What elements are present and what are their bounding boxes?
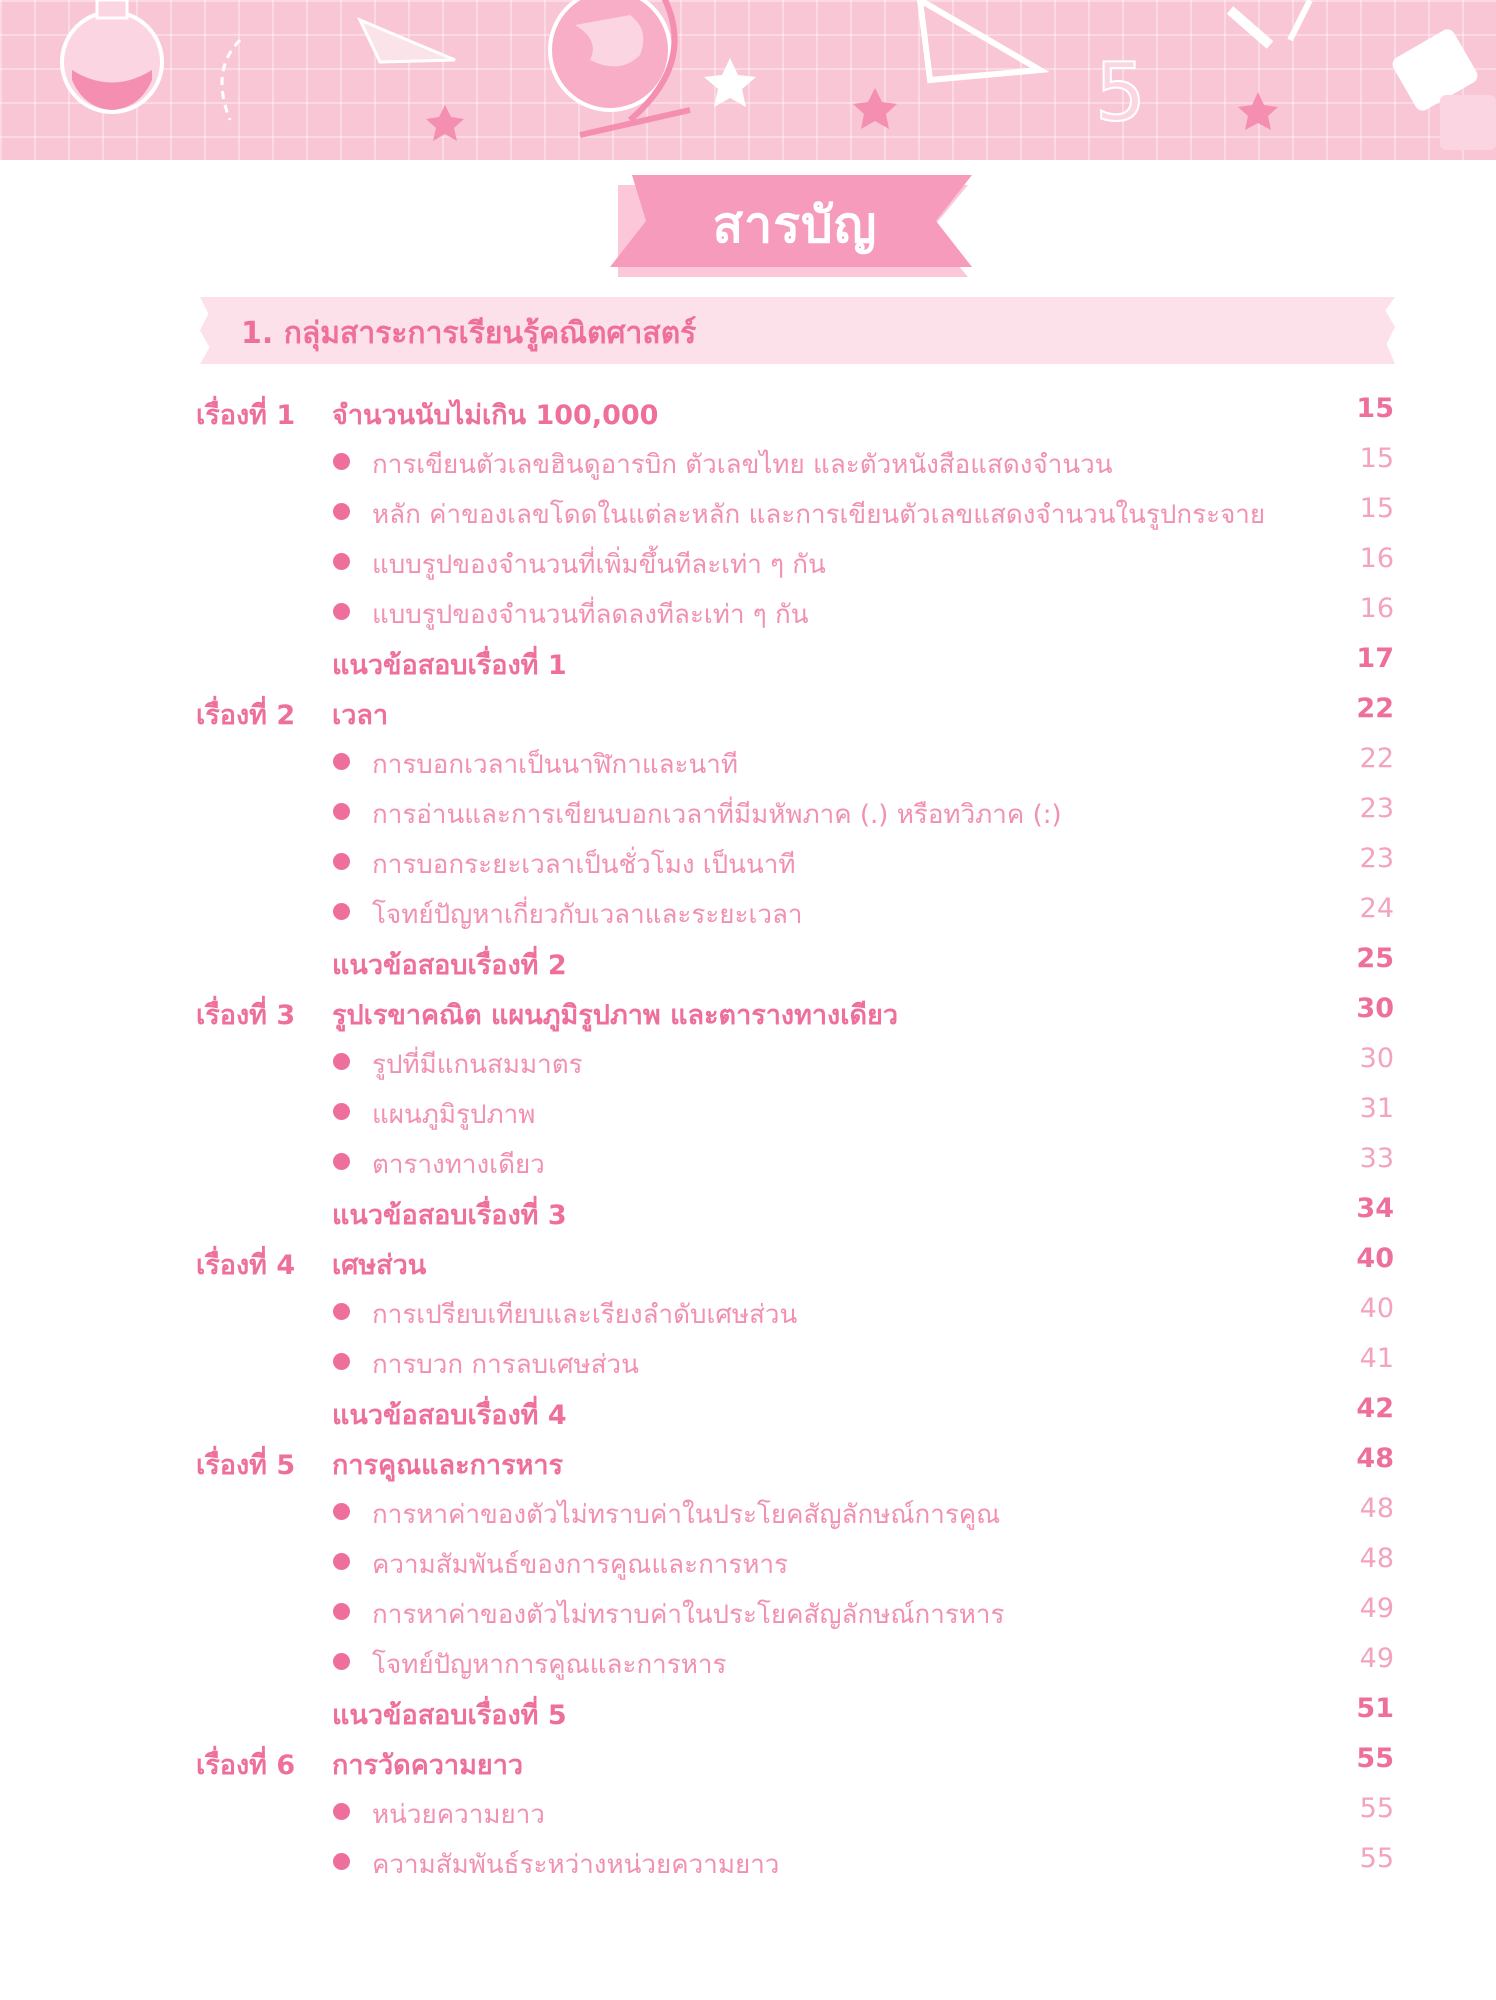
toc-item-row [0,1785,1496,1835]
item-title: การเขียนตัวเลขฮินดูอารบิก ตัวเลขไทย และตัวหนังสือแสดงจำนวน [372,450,1113,480]
toc-item-row [0,1135,1496,1185]
item-title: ความสัมพันธ์ของการคูณและการหาร [372,1550,789,1580]
page-number: 51 [1356,1693,1394,1724]
page-number: 55 [1356,1743,1394,1774]
page-number: 16 [1359,593,1394,624]
toc-item-row [0,1535,1496,1585]
bullet-icon [333,853,350,870]
bullet-icon [333,1503,350,1520]
toc-item-row [0,585,1496,635]
toc-exam-row [0,935,1496,985]
page-number: 23 [1359,793,1394,824]
chapter-label: เรื่องที่ 6 [196,1750,296,1781]
bullet-icon [333,1553,350,1570]
exam-title: แนวข้อสอบเรื่องที่ 3 [332,1200,567,1231]
toc-item-row [0,885,1496,935]
toc-item-row [0,1285,1496,1335]
chapter-label: เรื่องที่ 5 [196,1450,296,1481]
bullet-icon [333,1803,350,1820]
bullet-icon [333,1653,350,1670]
item-title: การบอกระยะเวลาเป็นชั่วโมง เป็นนาที [372,850,796,880]
item-title: โจทย์ปัญหาเกี่ยวกับเวลาและระยะเวลา [372,900,803,930]
item-title: รูปที่มีแกนสมมาตร [372,1050,583,1080]
page-number: 49 [1359,1593,1394,1624]
toc-chapter-row [0,985,1496,1035]
page-number: 15 [1356,393,1394,424]
chapter-label: เรื่องที่ 1 [196,400,296,431]
bullet-icon [333,1053,350,1070]
item-title: การบวก การลบเศษส่วน [372,1350,639,1380]
toc-item-row [0,1485,1496,1535]
item-title: การอ่านและการเขียนบอกเวลาที่มีมหัพภาค (.) หรือทวิภาค (:) [372,800,1062,830]
toc-exam-row [0,1685,1496,1735]
toc-item-row [0,435,1496,485]
toc-exam-row [0,1385,1496,1435]
number-five-decoration: 5 [1095,46,1146,139]
page-number: 17 [1356,643,1394,674]
item-title: แผนภูมิรูปภาพ [372,1100,536,1130]
bullet-icon [333,1103,350,1120]
page-number: 24 [1359,893,1394,924]
item-title: การบอกเวลาเป็นนาฬิกาและนาที [372,750,739,780]
toc-chapter-row [0,1435,1496,1485]
page-number: 48 [1359,1493,1394,1524]
page-number: 30 [1356,993,1394,1024]
page-number: 49 [1359,1643,1394,1674]
page-number: 25 [1356,943,1394,974]
toc-item-row [0,535,1496,585]
page-number: 30 [1359,1043,1394,1074]
chapter-title: การคูณและการหาร [332,1450,564,1481]
page-title: สารบัญ [712,196,878,254]
page-number: 15 [1359,493,1394,524]
page-number: 40 [1359,1293,1394,1324]
chapter-title: จำนวนนับไม่เกิน 100,000 [332,400,659,431]
page-number: 55 [1359,1843,1394,1874]
page-number: 22 [1359,743,1394,774]
bullet-icon [333,503,350,520]
page-number: 42 [1356,1393,1394,1424]
chapter-label: เรื่องที่ 2 [196,700,296,731]
item-title: แบบรูปของจำนวนที่ลดลงทีละเท่า ๆ กัน [372,600,809,630]
bullet-icon [333,1603,350,1620]
page-number: 48 [1359,1543,1394,1574]
toc-item-row [0,1085,1496,1135]
page-number: 15 [1359,443,1394,474]
page-number: 48 [1356,1443,1394,1474]
toc-item-row [0,1835,1496,1885]
bullet-icon [333,753,350,770]
toc-item-row [0,785,1496,835]
chapter-title: เศษส่วน [332,1250,427,1281]
bullet-icon [333,803,350,820]
item-title: การเปรียบเทียบและเรียงลำดับเศษส่วน [372,1300,798,1330]
page-number: 31 [1359,1093,1394,1124]
toc-exam-row [0,635,1496,685]
exam-title: แนวข้อสอบเรื่องที่ 4 [332,1400,567,1431]
toc-item-row [0,485,1496,535]
bullet-icon [333,1353,350,1370]
bullet-icon [333,553,350,570]
bullet-icon [333,903,350,920]
page-number: 22 [1356,693,1394,724]
bullet-icon [333,1853,350,1870]
toc-chapter-row [0,685,1496,735]
item-title: แบบรูปของจำนวนที่เพิ่มขึ้นทีละเท่า ๆ กัน [372,550,826,580]
chapter-title: เวลา [332,700,389,731]
page-number: 34 [1356,1193,1394,1224]
item-title: หลัก ค่าของเลขโดดในแต่ละหลัก และการเขียนตัวเลขแสดงจำนวนในรูปกระจาย [372,500,1266,530]
toc-chapter-row [0,1735,1496,1785]
bullet-icon [333,1303,350,1320]
page-number: 41 [1359,1343,1394,1374]
item-title: การหาค่าของตัวไม่ทราบค่าในประโยคสัญลักษณ์การหาร [372,1600,1005,1630]
item-title: ความสัมพันธ์ระหว่างหน่วยความยาว [372,1850,780,1880]
toc-chapter-row [0,1235,1496,1285]
toc-exam-row [0,1185,1496,1235]
chapter-title: การวัดความยาว [332,1750,524,1781]
item-title: โจทย์ปัญหาการคูณและการหาร [372,1650,727,1680]
page-number: 40 [1356,1243,1394,1274]
section-title: 1. กลุ่มสาระการเรียนรู้คณิตศาสตร์ [241,316,697,351]
item-title: หน่วยความยาว [372,1800,545,1830]
toc-item-row [0,1585,1496,1635]
toc-chapter-row [0,385,1496,435]
page-number: 33 [1359,1143,1394,1174]
exam-title: แนวข้อสอบเรื่องที่ 1 [332,650,567,681]
bullet-icon [333,1153,350,1170]
toc-item-row [0,1035,1496,1085]
page-number: 23 [1359,843,1394,874]
page-number: 55 [1359,1793,1394,1824]
exam-title: แนวข้อสอบเรื่องที่ 5 [332,1700,567,1731]
page-number: 16 [1359,543,1394,574]
exam-title: แนวข้อสอบเรื่องที่ 2 [332,950,567,981]
toc-item-row [0,735,1496,785]
chapter-label: เรื่องที่ 4 [196,1250,296,1281]
bullet-icon [333,603,350,620]
item-title: การหาค่าของตัวไม่ทราบค่าในประโยคสัญลักษณ์การคูณ [372,1500,1001,1530]
item-title: ตารางทางเดียว [372,1150,545,1180]
chapter-title: รูปเรขาคณิต แผนภูมิรูปภาพ และตารางทางเดียว [332,1000,898,1031]
toc-item-row [0,835,1496,885]
toc-item-row [0,1635,1496,1685]
toc-item-row [0,1335,1496,1385]
bullet-icon [333,453,350,470]
chapter-label: เรื่องที่ 3 [196,1000,296,1031]
